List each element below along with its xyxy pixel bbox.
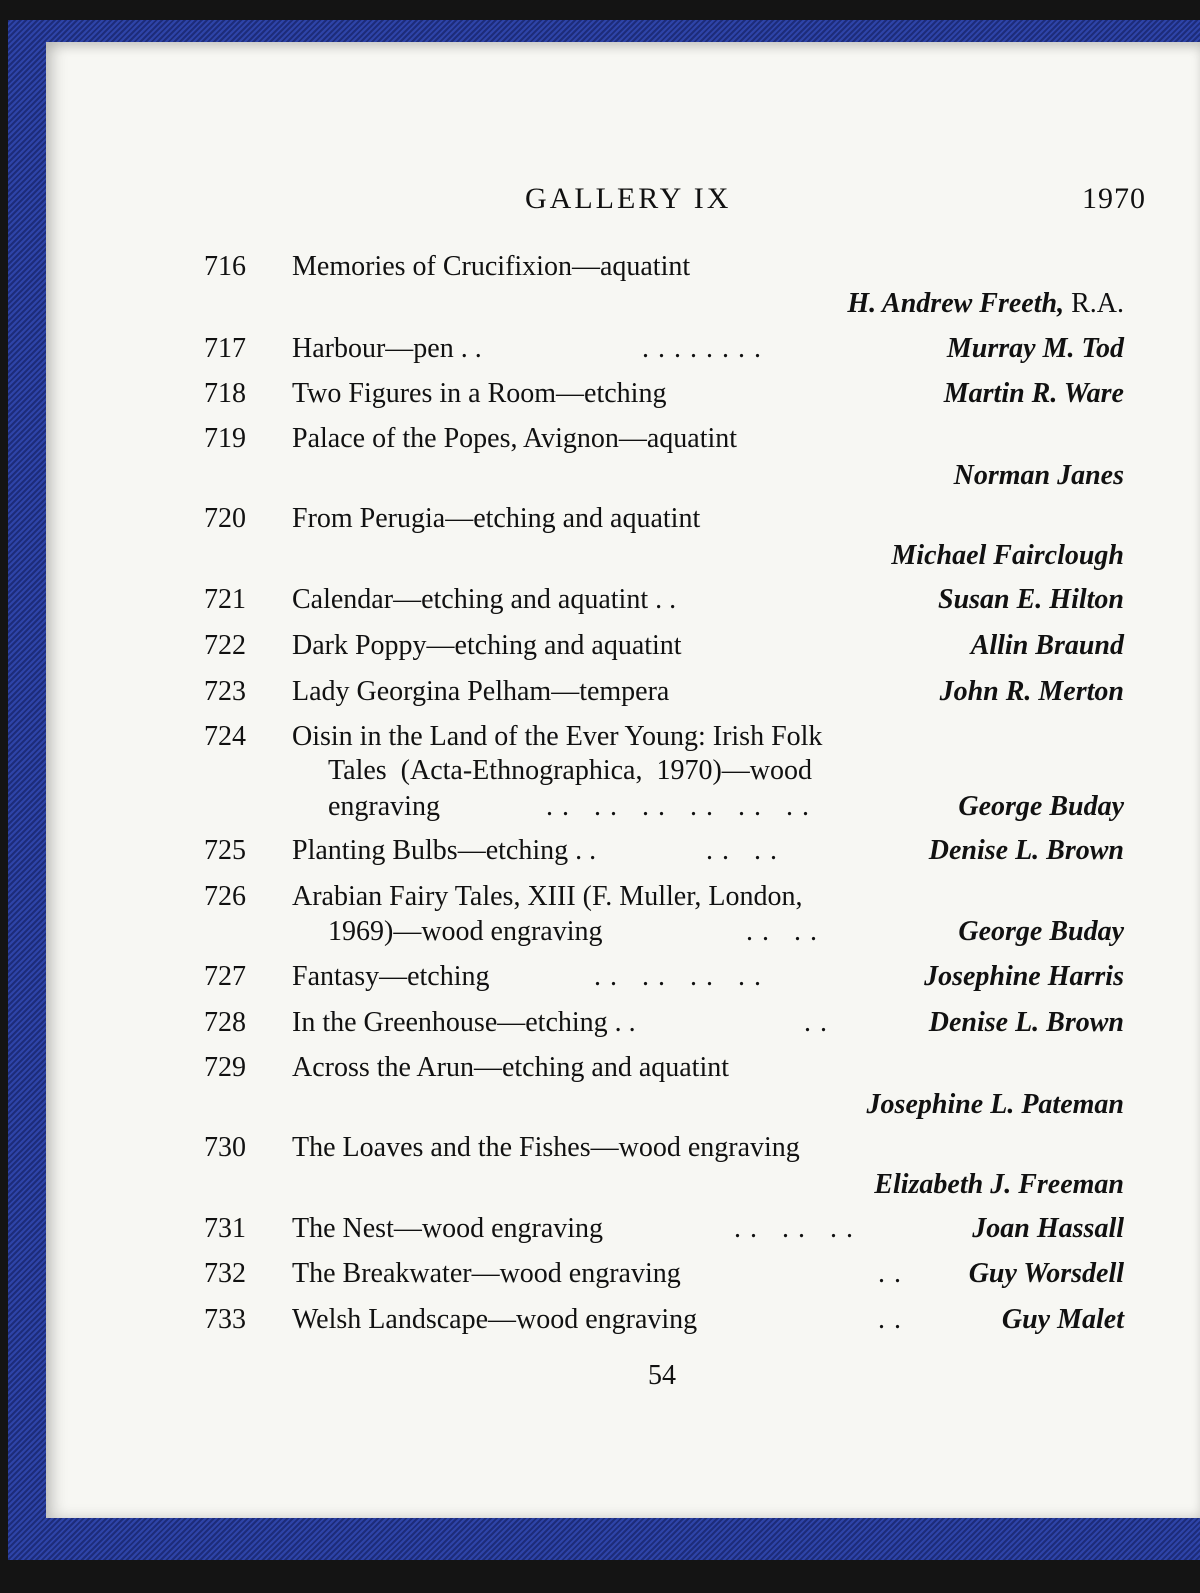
entry-title: Memories of Crucifixion—aquatint bbox=[292, 251, 691, 282]
entry-717 bbox=[46, 329, 1200, 369]
entry-title: In the Greenhouse—etching . . bbox=[292, 1007, 636, 1038]
artist-honour: R.A. bbox=[1064, 288, 1124, 319]
artist-name: H. Andrew Freeth, bbox=[847, 288, 1065, 319]
entry-artist: Josephine Harris bbox=[924, 961, 1124, 992]
entry-title: The Loaves and the Fishes—wood engraving bbox=[292, 1132, 800, 1163]
entry-number: 732 bbox=[204, 1258, 246, 1289]
catalogue-page bbox=[46, 42, 1200, 1518]
running-head bbox=[46, 182, 1200, 222]
entry-number: 723 bbox=[204, 676, 246, 707]
entry-title: The Nest—wood engraving bbox=[292, 1213, 604, 1244]
entry-number: 720 bbox=[204, 503, 246, 534]
entry-733 bbox=[46, 1300, 1200, 1340]
leader-dots: . . bbox=[804, 1007, 828, 1038]
entry-title: Lady Georgina Pelham—tempera bbox=[292, 676, 670, 707]
entry-number: 719 bbox=[204, 423, 246, 454]
entry-title: Calendar—etching and aquatint . . bbox=[292, 584, 677, 615]
leader-dots: . . bbox=[878, 1258, 902, 1289]
entry-artist: Denise L. Brown bbox=[928, 835, 1124, 866]
entry-title-continued: engraving bbox=[328, 791, 440, 822]
entry-730-artist-line bbox=[46, 1165, 1200, 1205]
entry-727 bbox=[46, 957, 1200, 997]
entry-718 bbox=[46, 374, 1200, 414]
entry-number: 721 bbox=[204, 584, 246, 615]
entry-716-artist-line bbox=[46, 284, 1200, 324]
entry-number: 733 bbox=[204, 1304, 246, 1335]
entry-artist: Guy Worsdell bbox=[968, 1258, 1124, 1289]
entry-720-artist-line bbox=[46, 536, 1200, 576]
entry-724-line-3 bbox=[46, 787, 1200, 827]
entry-artist: Josephine L. Pateman bbox=[866, 1089, 1124, 1120]
leader-dots: . . . . bbox=[746, 916, 818, 947]
leader-dots: . . bbox=[878, 1304, 902, 1335]
entry-729-artist-line bbox=[46, 1085, 1200, 1125]
year-heading: 1970 bbox=[1082, 182, 1146, 215]
entry-number: 724 bbox=[204, 721, 246, 752]
entry-artist: Murray M. Tod bbox=[946, 333, 1124, 364]
leader-dots: . . . . . . . . bbox=[642, 333, 762, 364]
entry-719 bbox=[46, 419, 1200, 459]
entry-721 bbox=[46, 580, 1200, 620]
entry-723 bbox=[46, 672, 1200, 712]
page-number: 54 bbox=[648, 1360, 676, 1391]
entry-728 bbox=[46, 1003, 1200, 1043]
entry-716 bbox=[46, 247, 1200, 287]
entry-artist: Norman Janes bbox=[953, 460, 1124, 491]
entry-number: 725 bbox=[204, 835, 246, 866]
entry-title: Across the Arun—etching and aquatint bbox=[292, 1052, 730, 1083]
entry-artist: Guy Malet bbox=[1001, 1304, 1124, 1335]
leader-dots: . . . . . . . . bbox=[594, 961, 762, 992]
gallery-heading: GALLERY IX bbox=[525, 182, 732, 215]
entry-artist: George Buday bbox=[958, 791, 1124, 822]
entry-artist: Susan E. Hilton bbox=[938, 584, 1124, 615]
entry-artist: John R. Merton bbox=[939, 676, 1124, 707]
entry-title-continued: Tales (Acta-Ethnographica, 1970)—wood bbox=[328, 755, 812, 786]
entry-number: 730 bbox=[204, 1132, 246, 1163]
entry-726-line-2 bbox=[46, 912, 1200, 952]
entry-artist bbox=[847, 284, 1124, 324]
entry-artist: Allin Braund bbox=[970, 630, 1124, 661]
entry-number: 726 bbox=[204, 881, 246, 912]
entry-title: Fantasy—etching bbox=[292, 961, 490, 992]
entry-number: 717 bbox=[204, 333, 246, 364]
entry-number: 728 bbox=[204, 1007, 246, 1038]
entry-732 bbox=[46, 1254, 1200, 1294]
entry-729 bbox=[46, 1048, 1200, 1088]
entry-725 bbox=[46, 831, 1200, 871]
entry-719-artist-line bbox=[46, 456, 1200, 496]
entry-number: 729 bbox=[204, 1052, 246, 1083]
entry-number: 727 bbox=[204, 961, 246, 992]
leader-dots: . . . . . . bbox=[734, 1213, 854, 1244]
entry-724-line-2 bbox=[46, 751, 1200, 791]
entry-artist: Michael Fairclough bbox=[891, 540, 1124, 571]
entry-artist: Denise L. Brown bbox=[928, 1007, 1124, 1038]
entry-number: 718 bbox=[204, 378, 246, 409]
entry-title-continued: 1969)—wood engraving bbox=[328, 916, 603, 947]
entry-title: Dark Poppy—etching and aquatint bbox=[292, 630, 682, 661]
entry-artist: Elizabeth J. Freeman bbox=[874, 1169, 1124, 1200]
entry-title: Oisin in the Land of the Ever Young: Irish Folk bbox=[292, 721, 823, 752]
leader-dots: . . . . bbox=[706, 835, 778, 866]
entry-title: Planting Bulbs—etching . . bbox=[292, 835, 597, 866]
leader-dots: . . . . . . . . . . . . bbox=[546, 791, 810, 822]
entry-726 bbox=[46, 877, 1200, 917]
entry-number: 722 bbox=[204, 630, 246, 661]
entry-title: Welsh Landscape—wood engraving bbox=[292, 1304, 698, 1335]
entry-title: From Perugia—etching and aquatint bbox=[292, 503, 701, 534]
entry-title: Harbour—pen . . bbox=[292, 333, 482, 364]
entry-number: 731 bbox=[204, 1213, 246, 1244]
entry-722 bbox=[46, 626, 1200, 666]
entry-artist: Joan Hassall bbox=[972, 1213, 1124, 1244]
entry-number: 716 bbox=[204, 251, 246, 282]
entry-731 bbox=[46, 1209, 1200, 1249]
entry-720 bbox=[46, 499, 1200, 539]
entry-title: Arabian Fairy Tales, XIII (F. Muller, London, bbox=[292, 881, 803, 912]
entry-730 bbox=[46, 1128, 1200, 1168]
entry-artist: Martin R. Ware bbox=[943, 378, 1124, 409]
entry-title: The Breakwater—wood engraving bbox=[292, 1258, 681, 1289]
entry-title: Two Figures in a Room—etching bbox=[292, 378, 667, 409]
entry-artist: George Buday bbox=[958, 916, 1124, 947]
entry-title: Palace of the Popes, Avignon—aquatint bbox=[292, 423, 738, 454]
